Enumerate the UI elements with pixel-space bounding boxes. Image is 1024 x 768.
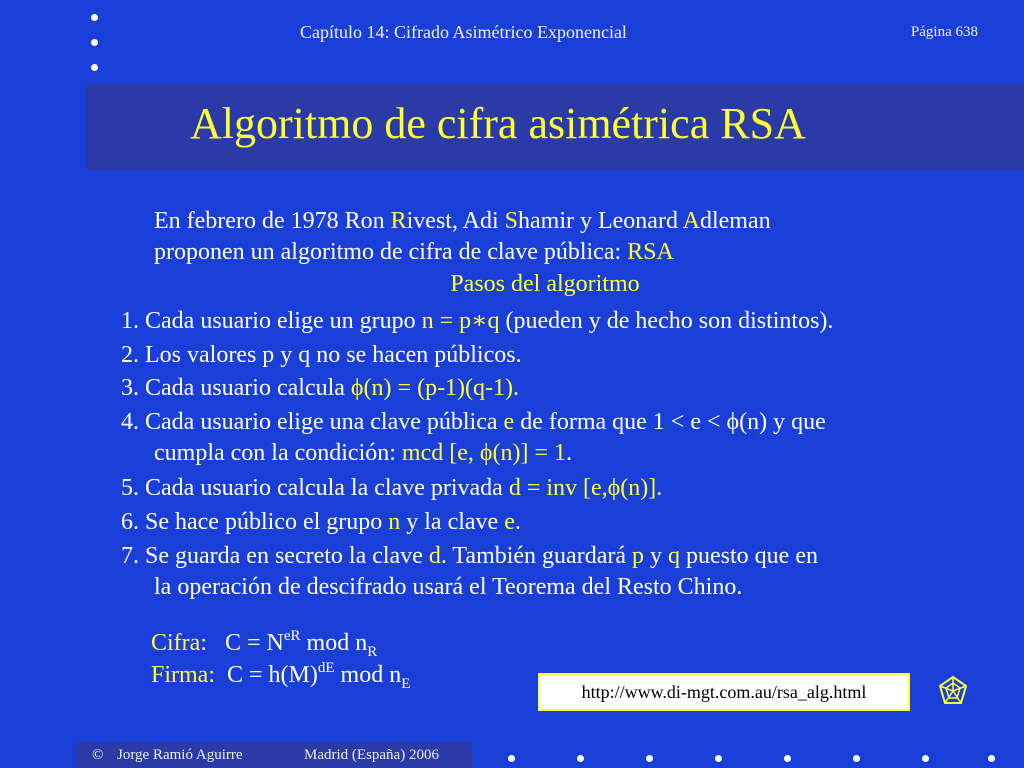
- intro-line-1: En febrero de 1978 Ron Rivest, Adi Shamir y Leonard Adleman: [154, 208, 771, 234]
- cifra-label: Cifra:: [151, 630, 207, 656]
- step-7: 7. Se guarda en secreto la clave d. También guardará p y q puesto que en: [121, 543, 818, 569]
- decor-dot: [715, 755, 722, 762]
- firma-label: Firma:: [151, 662, 215, 688]
- step-4: 4. Cada usuario elige una clave pública e de forma que 1 < e < ϕ(n) y que: [121, 409, 826, 435]
- step-7-cont: la operación de descifrado usará el Teorema del Resto Chino.: [154, 574, 743, 600]
- decor-dot: [508, 755, 515, 762]
- firma-formula: Firma: $C = h(M)^{dE}$ mod $n_E$: [151, 660, 411, 692]
- step-6: 6. Se hace público el grupo n y la clave e.: [121, 509, 521, 535]
- page-number: Página 638: [910, 24, 978, 40]
- footer-author: Jorge Ramió Aguirre: [117, 747, 243, 763]
- step-1: 1. Cada usuario elige un grupo n = p∗q (pueden y de hecho son distintos).: [121, 308, 834, 334]
- decor-dot: [853, 755, 860, 762]
- decor-dot: [646, 755, 653, 762]
- reference-link[interactable]: http://www.di-mgt.com.au/rsa_alg.html: [538, 673, 910, 711]
- copyright-symbol: ©: [92, 747, 104, 763]
- decor-dot: [988, 755, 995, 762]
- chapter-title: Capítulo 14: Cifrado Asimétrico Exponencial: [300, 22, 627, 42]
- step-2: 2. Los valores p y q no se hacen públicos.: [121, 342, 522, 368]
- cifra-formula: Cifra: $C = N^{eR}$ mod $n_R$: [151, 628, 378, 660]
- footer-place: Madrid (España) 2006: [304, 747, 439, 763]
- slide-title: Algoritmo de cifra asimétrica RSA: [190, 99, 806, 148]
- step-3: 3. Cada usuario calcula ϕ(n) = (p-1)(q-1).: [121, 375, 520, 401]
- step-5: 5. Cada usuario calcula la clave privada d = inv [e,ϕ(n)].: [121, 475, 663, 501]
- decor-dot: [784, 755, 791, 762]
- steps-heading: Pasos del algoritmo: [450, 271, 640, 297]
- decor-dot: [922, 755, 929, 762]
- decor-dot: [91, 14, 98, 21]
- decor-dot: [577, 755, 584, 762]
- web-icon[interactable]: [936, 674, 970, 713]
- decor-dot: [91, 64, 98, 71]
- step-4-cont: cumpla con la condición: mcd [e, ϕ(n)] = 1.: [154, 440, 573, 466]
- intro-line-2: proponen un algoritmo de cifra de clave pública: RSA: [154, 239, 674, 265]
- decor-dot: [91, 39, 98, 46]
